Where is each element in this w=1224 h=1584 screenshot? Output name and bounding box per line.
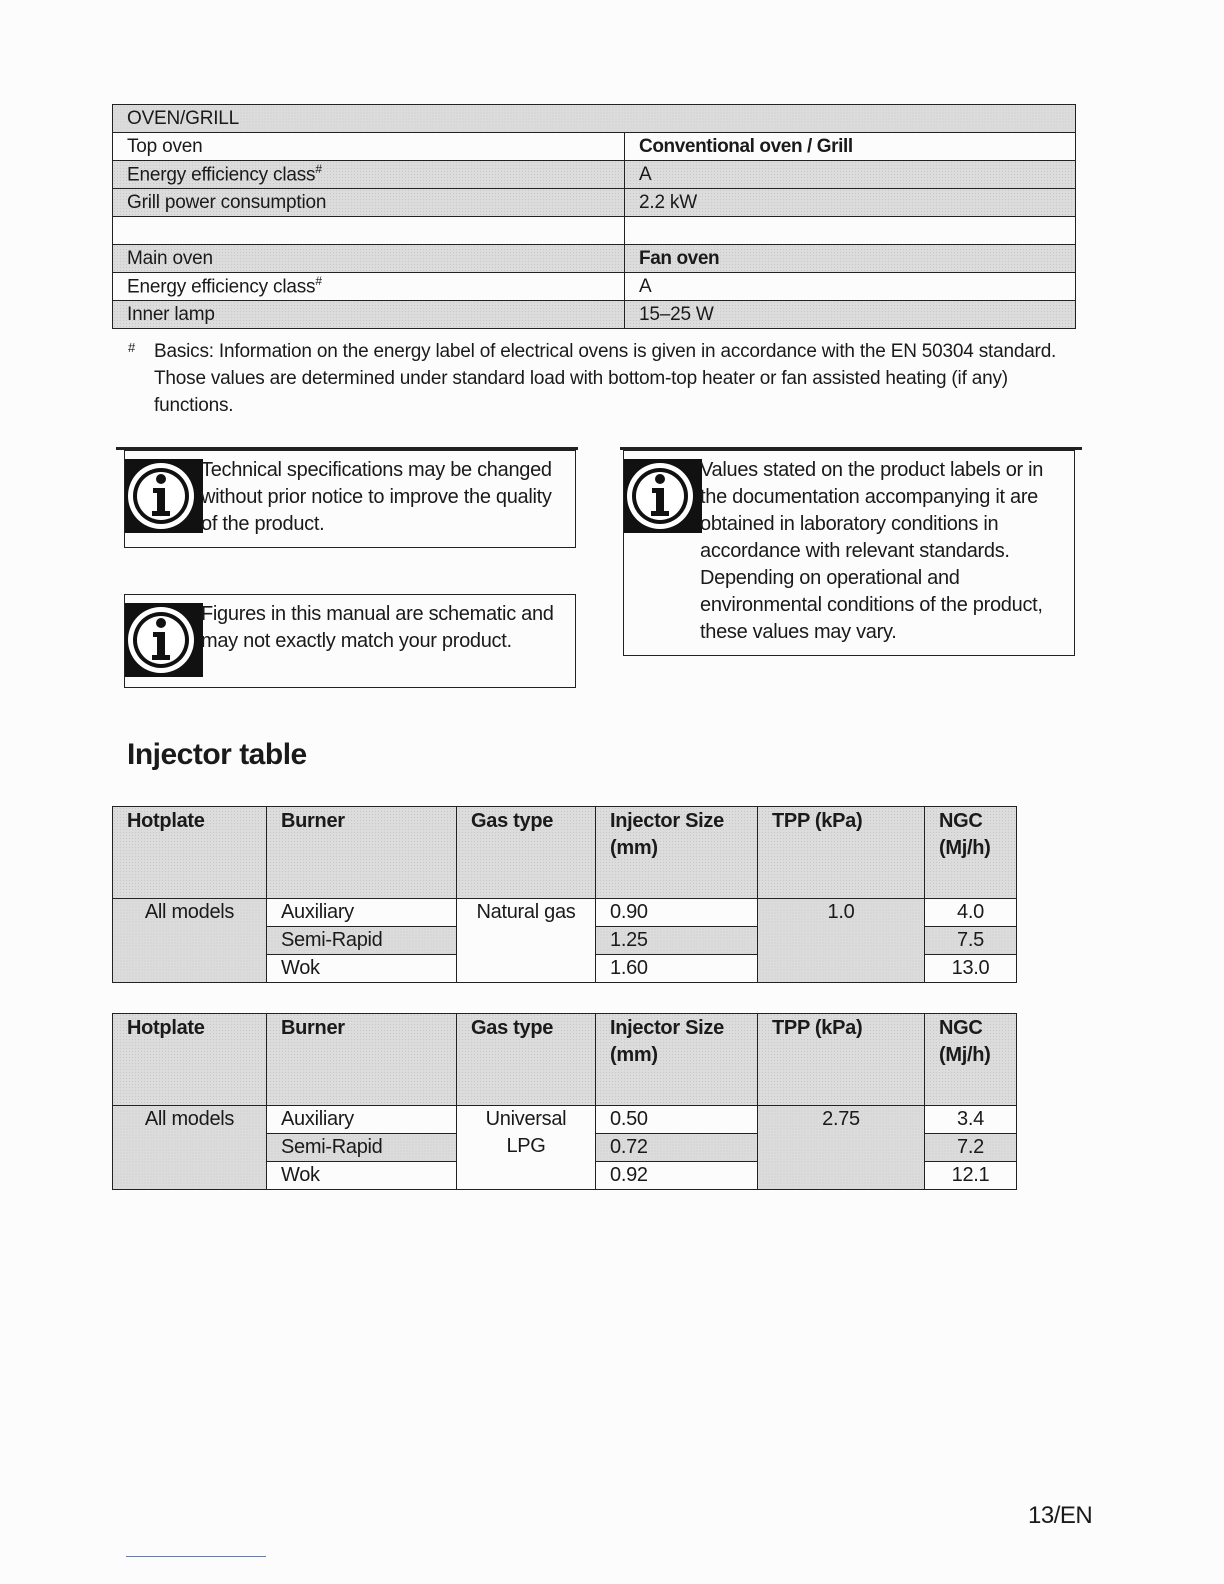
spec-label: Main oven — [113, 245, 625, 273]
spec-row — [113, 273, 1076, 301]
spec-row — [113, 189, 1076, 217]
ngc-cell: 7.5 — [925, 927, 1017, 955]
header-ngc: NGC (Mj/h) — [925, 807, 1017, 899]
header-hotplate: Hotplate — [113, 1014, 267, 1106]
spec-row — [113, 133, 1076, 161]
spec-label: Inner lamp — [113, 301, 625, 329]
info-box-figures — [124, 594, 576, 688]
footnote-text: Basics: Information on the energy label of electrical ovens is given in accordance with the EN 50304 standard. Those values are determined under standard load with bottom-top heater or fan assisted heating (if any) functions. — [154, 341, 1057, 416]
spec-value: A — [625, 273, 1076, 301]
injector-size-cell: 0.50 — [596, 1106, 758, 1134]
injector-size-cell: 1.60 — [596, 955, 758, 983]
header-hotplate: Hotplate — [113, 807, 267, 899]
injector-size-cell: 0.72 — [596, 1134, 758, 1162]
injector-table-title: Injector table — [127, 738, 307, 771]
info-icon — [125, 459, 203, 533]
injector-size-cell: 0.90 — [596, 899, 758, 927]
injector-size-cell: 0.92 — [596, 1162, 758, 1190]
spec-value: Conventional oven / Grill — [625, 133, 1076, 161]
info-icon — [125, 603, 203, 677]
header-gas-type: Gas type — [457, 807, 596, 899]
header-gas-type: Gas type — [457, 1014, 596, 1106]
spec-row — [113, 245, 1076, 273]
spec-label: Top oven — [113, 133, 625, 161]
info-text: Figures in this manual are schematic and may not exactly match your product. — [201, 603, 554, 652]
ngc-cell: 4.0 — [925, 899, 1017, 927]
ngc-cell: 7.2 — [925, 1134, 1017, 1162]
spec-value: 15–25 W — [625, 301, 1076, 329]
injector-row — [113, 1106, 1017, 1134]
spec-row — [113, 161, 1076, 189]
header-tpp: TPP (kPa) — [758, 1014, 925, 1106]
ngc-cell: 12.1 — [925, 1162, 1017, 1190]
footnote-mark: # — [128, 340, 136, 355]
info-text: Values stated on the product labels or in the documentation accompanying it are obtained in laboratory conditions in accordance with relevant standards. Depending on operational and environmental conditions of the product, these values may vary. — [700, 459, 1044, 643]
injector-table-natural-gas — [112, 806, 1017, 983]
info-box-values — [623, 450, 1075, 656]
header-burner: Burner — [267, 807, 457, 899]
info-text: Technical specifications may be changed without prior notice to improve the quality of the product. — [201, 459, 552, 535]
info-icon — [624, 459, 702, 533]
tpp-cell: 1.0 — [758, 899, 925, 983]
header-injector-size: Injector Size (mm) — [596, 1014, 758, 1106]
burner-cell: Semi-Rapid — [267, 1134, 457, 1162]
spec-label: Grill power consumption — [113, 189, 625, 217]
page-number: 13/EN — [1028, 1502, 1093, 1529]
info-box-spec-change — [124, 450, 576, 548]
ngc-cell: 13.0 — [925, 955, 1017, 983]
header-tpp: TPP (kPa) — [758, 807, 925, 899]
gas-type-cell: Natural gas — [457, 899, 596, 983]
spec-label — [113, 217, 625, 245]
ngc-cell: 3.4 — [925, 1106, 1017, 1134]
spec-value: A — [625, 161, 1076, 189]
hotplate-cell: All models — [113, 1106, 267, 1190]
burner-cell: Auxiliary — [267, 899, 457, 927]
spec-value: Fan oven — [625, 245, 1076, 273]
tpp-cell: 2.75 — [758, 1106, 925, 1190]
spec-row — [113, 301, 1076, 329]
footnote — [128, 338, 1088, 419]
gas-type-cell: Universal LPG — [457, 1106, 596, 1190]
spec-label: Energy efficiency class# — [113, 273, 625, 301]
header-injector-size: Injector Size (mm) — [596, 807, 758, 899]
hotplate-cell: All models — [113, 899, 267, 983]
oven-grill-spec-table — [112, 104, 1076, 329]
footer-line — [126, 1556, 266, 1557]
spec-row-empty — [113, 217, 1076, 245]
spec-title-row — [113, 105, 1076, 133]
burner-cell: Semi-Rapid — [267, 927, 457, 955]
burner-cell: Wok — [267, 1162, 457, 1190]
spec-label: Energy efficiency class# — [113, 161, 625, 189]
header-burner: Burner — [267, 1014, 457, 1106]
injector-table-lpg — [112, 1013, 1017, 1190]
injector-size-cell: 1.25 — [596, 927, 758, 955]
burner-cell: Wok — [267, 955, 457, 983]
spec-value: 2.2 kW — [625, 189, 1076, 217]
burner-cell: Auxiliary — [267, 1106, 457, 1134]
spec-value — [625, 217, 1076, 245]
header-ngc: NGC (Mj/h) — [925, 1014, 1017, 1106]
injector-header-row — [113, 1014, 1017, 1106]
spec-title: OVEN/GRILL — [113, 105, 1076, 133]
injector-row — [113, 899, 1017, 927]
injector-header-row — [113, 807, 1017, 899]
